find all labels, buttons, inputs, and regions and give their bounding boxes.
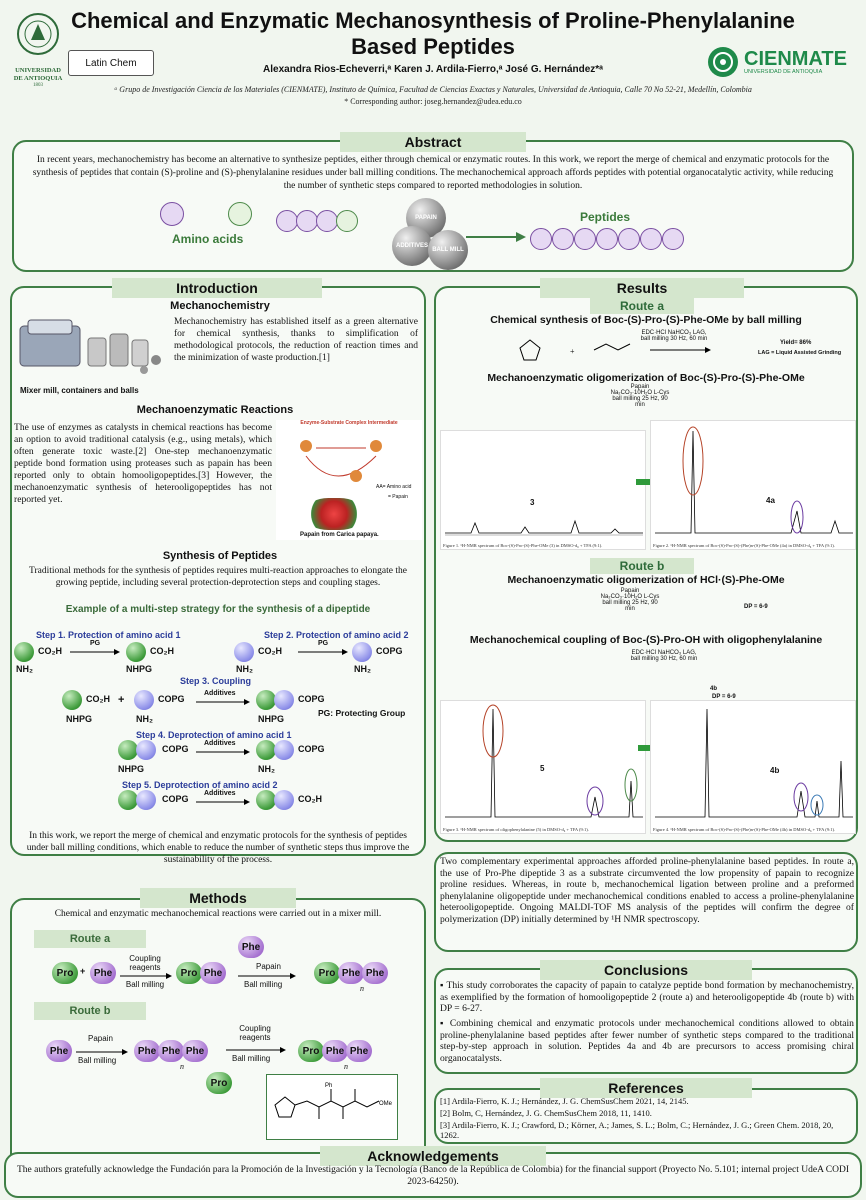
conclusion-item-2: ▪ Combining chemical and enzymatic protocols under mechanochemical conditions allowed to obtain proline-phenylalanine based peptides after fewer number of synthetic steps compared to the traditional step-by-step approach in solution. Peptides 4a and 4b are precursors to access promising chiral organocatalysts. [440, 1018, 854, 1064]
methods-a-dip-phe: Phe [200, 962, 226, 984]
authors: Alexandra Rios-Echeverri,ᵃ Karen J. Ardila-Fierro,ᵃ José G. Hernández*ᵃ [263, 64, 603, 75]
conclusions-heading: Conclusions [540, 960, 752, 980]
methods-a-phe: Phe [90, 962, 116, 984]
results-heading: Results [540, 278, 744, 298]
deprot1-sphere1 [118, 740, 138, 760]
dipeptide-pp-sphere1 [256, 690, 276, 710]
methods-a-prod-phe2: Phe [362, 962, 388, 984]
aa2p-nh2: NH₂ [354, 664, 371, 674]
coupling-aa1-nhpg: NHPG [66, 714, 93, 724]
step3-reagent: Additives [204, 690, 236, 697]
fig1-caption: Figure 1. ¹H-NMR spectrum of Boc-(S)-Pro-(S)-Phe-OMe (3) in DMSO-d₆ + TFA (9:1). [443, 543, 603, 548]
coupling-aa1-sphere [62, 690, 82, 710]
step-1: Step 1. Protection of amino acid 1 [36, 630, 181, 640]
deprot2-prod-sphere1 [256, 790, 276, 810]
bullet-icon: ▪ [440, 1018, 450, 1029]
cienmate-globe-icon [706, 45, 740, 79]
papain-structure-image [306, 498, 362, 530]
label-5: 5 [540, 764, 545, 773]
methods-a-arrow1-icon [120, 972, 172, 980]
methods-a-prod-phe1: Phe [338, 962, 364, 984]
label-4b-top: 4b [710, 686, 718, 692]
methods-a-n: n [360, 984, 364, 993]
fig4-caption: Figure 4. ¹H-NMR spectrum of Boc-(S)-Pro-(S)-(Phe)n-(S)-Phe-OMe (4b) in DMSO-d₆ + TFA (9:1). [653, 827, 836, 832]
chem-synth-title: Chemical synthesis of Boc-(S)-Pro-(S)-Phe-OMe by ball milling [490, 314, 802, 326]
mechanoenz-title-a: Mechanoenzymatic oligomerization of Boc-(S)-Pro-(S)-Phe-OMe [487, 372, 805, 384]
lag-note: LAG = Liquid Assisted Grinding [758, 350, 842, 356]
coupling-aa2-sphere [134, 690, 154, 710]
aa2-protected-sphere [352, 642, 372, 662]
methods-b-prod-phe2: Phe [346, 1040, 372, 1062]
methods-b-n: n [180, 1062, 184, 1071]
aa1-co2h: CO₂H [38, 646, 62, 656]
step4-arrow-icon [196, 748, 250, 756]
svg-text:+: + [570, 347, 575, 356]
methods-b-arrow2-icon [226, 1046, 286, 1054]
chem-conditions: EDC·HCl NaHCO₃ LAG, ball milling 30 Hz, 60 min [640, 330, 708, 342]
label-4a: 4a [766, 496, 775, 505]
methods-text: Chemical and enzymatic mechanochemical reactions were carried out in a mixer mill. [54, 909, 382, 919]
references-heading: References [540, 1078, 752, 1098]
deprot1-prod-nh2: NH₂ [258, 764, 275, 774]
methods-b-ball-milling2: Ball milling [232, 1054, 271, 1063]
aa1p-co2h: CO₂H [150, 646, 174, 656]
cienmate-name: CIENMATE [744, 48, 847, 70]
reference-1: [1] Ardila-Fierro, K. J.; Hernández, J. G. ChemSusChem 2021, 14, 2145. [440, 1096, 689, 1106]
dipeptide-pp-sphere2 [274, 690, 294, 710]
mechanochem-text: Mechanochemistry has established itself as a green alternative for chemical synthesis, thanks to simplification of methodological protocols, the reduction of reaction times and the minimization of waste production.[1] [174, 317, 418, 363]
reference-2: [2] Bolm, C, Hernández, J. G. ChemSusChem 2018, 11, 1410. [440, 1108, 652, 1118]
methods-b-ball-milling1: Ball milling [78, 1056, 117, 1065]
correspondence: * Corresponding author: joseg.hernandez@udea.edu.co [344, 97, 522, 106]
step-4: Step 4. Deprotection of amino acid 1 [136, 730, 292, 740]
bullet-icon: ▪ [440, 980, 447, 991]
methods-b-arrow1-icon [76, 1048, 128, 1056]
methods-a-arrow2-icon [238, 972, 296, 980]
poster-title: Chemical and Enzymatic Mechanosynthesis of Proline-Phenylalanine Based Peptides [71, 8, 795, 59]
step2-reagent: PG [318, 640, 329, 647]
dp-b2: DP = 6-9 [712, 694, 736, 700]
mechanoenz-title-b: Mechanoenzymatic oligomerization of HCl·(S)-Phe-OMe [507, 574, 785, 586]
acknowledgements-heading: Acknowledgements [320, 1146, 546, 1166]
deprot1-nhpg: NHPG [118, 764, 145, 774]
aa1-protected-sphere [126, 642, 146, 662]
step5-arrow-icon [196, 798, 250, 806]
abstract-heading: Abstract [340, 132, 526, 152]
methods-b-phe: Phe [46, 1040, 72, 1062]
methods-b-olig-phe2: Phe [158, 1040, 184, 1062]
udea-crest-icon [16, 10, 60, 62]
ball-mill: BALL MILL [428, 230, 468, 270]
nmr-spectrum-2 [650, 420, 856, 550]
methods-heading: Methods [140, 888, 296, 908]
results-route-b-label: Route b [590, 558, 694, 574]
aa1-nh2: NH₂ [16, 664, 33, 674]
methods-b-olig-phe1: Phe [134, 1040, 160, 1062]
enzyme-legend-papain: = Papain [388, 494, 408, 500]
methods-route-b-label: Route b [34, 1002, 146, 1020]
pg-note: PG: Protecting Group [318, 708, 406, 718]
methods-a-coupling-reagents: Coupling reagents [129, 954, 161, 972]
step-3: Step 3. Coupling [180, 676, 251, 686]
results-discussion: Two complementary experimental approaches afforded proline-phenylalanine based peptides. In route a, the use of Pro-Phe dipeptide 3 as a substrate circumvented the low propensity of papain to recognize proline residues. Whereas, in route b, mechanochemical ligation between proline and a preformed phenylalanine oligopeptide under mechanochemical conditions enabled to access a proline-phenylalanine heterooligopeptide. Ongoing MALDI-TOF MS analysis of the peptides will confirm the degree of polymerization (DP) initially determined by ¹H NMR spectroscopy. [440, 856, 854, 925]
svg-text:OMe: OMe [379, 1101, 393, 1107]
label-4b: 4b [770, 766, 780, 775]
abstract-arrow-icon [466, 230, 526, 244]
mechanochem-title: Mechanochemistry [170, 300, 270, 312]
synthesis-title: Synthesis of Peptides [162, 550, 278, 562]
enzyme-scheme [276, 420, 422, 540]
fig3-caption: Figure 3. ¹H-NMR spectrum of oligophenylalanine (5) in DMSO-d₆ + TFA (9:1). [443, 827, 589, 832]
cienmate-logo [706, 42, 856, 82]
svg-text:Ph: Ph [325, 1083, 333, 1089]
enzymatic-text: The use of enzymes as catalysts in chemical reactions has become an option to avoid traditional catalysis (e.g., using metals), which often generate toxic waste.[2] One-step mechanoenzymatic peptide bond formation using proteases such as papain has been reported only to obtain homooligopeptides.[3] However, the mechanoenzymatic synthesis of heterooligopeptides has not reported yet. [14, 422, 272, 505]
papain-conditions-b: Papain Na₂CO₃·10H₂O L-Cys ball milling 25 Hz, 90 min [600, 588, 660, 612]
fig2-caption: Figure 2. ¹H-NMR spectrum of Boc-(S)-Pro-(S)-(Phe)n-(S)-Phe-OMe (4a) in DMSO-d₆ + TFA (9:1). [653, 543, 835, 548]
deprot1-copg: COPG [162, 744, 189, 754]
methods-a-ball-milling1: Ball milling [125, 980, 165, 989]
step3-arrow-icon [196, 698, 250, 706]
aa2-co2h: CO₂H [258, 646, 282, 656]
methods-b-pro-reagent: Pro [206, 1072, 232, 1094]
deprot1-prod-sphere2 [274, 740, 294, 760]
amino-acid-green [228, 202, 252, 226]
amino-acid-purple [160, 202, 184, 226]
methods-b-prod-n: n [344, 1062, 348, 1071]
aa2-sphere [234, 642, 254, 662]
methods-b-coupling-reagents: Coupling reagents [239, 1024, 271, 1042]
methods-structure-box [266, 1074, 398, 1140]
dp-b: DP = 6-9 [744, 604, 768, 610]
affiliation: ᵃ Grupo de Investigación Ciencia de los Materiales (CIENMATE), Instituto de Química, Facultad de Ciencias Exactas y Naturales, Universidad de Antioquia, Calle 70 No 52-21, Medellín, Colombia * Corresponding author: joseg.hernandez@udea.edu.co [20, 84, 846, 108]
example-title: Example of a multi-step strategy for the synthesis of a dipeptide [65, 604, 371, 615]
aa1p-nhpg: NHPG [126, 664, 153, 674]
coupling-title: Mechanochemical coupling of Boc-(S)-Pro-OH with oligophenylalanine [469, 634, 823, 646]
methods-a-prod-pro: Pro [314, 962, 340, 984]
dipeptide-pp-copg: COPG [298, 694, 325, 704]
deprot2-copg: COPG [162, 794, 189, 804]
step1-arrow-icon [70, 648, 120, 656]
methods-a-dip-pro: Pro [176, 962, 202, 984]
methods-a-papain: Papain [256, 962, 281, 971]
deprot2-sphere2 [136, 790, 156, 810]
methods-a-plus: + [80, 966, 86, 976]
papain-conditions-a: Papain Na₂CO₃·10H₂O L-Cys ball milling 25 Hz, 90 min [610, 384, 670, 408]
aa2-nh2: NH₂ [236, 664, 253, 674]
methods-a-ball-milling2: Ball milling [244, 980, 283, 989]
dipeptide-pp-nhpg: NHPG [258, 714, 285, 724]
label-3: 3 [530, 498, 535, 507]
coupling-aa1-co2h: CO₂H [86, 694, 110, 704]
methods-a-phe-extra: Phe [238, 936, 264, 958]
methods-route-a-label: Route a [34, 930, 146, 948]
step-5: Step 5. Deprotection of amino acid 2 [122, 780, 278, 790]
methods-b-prod-phe1: Phe [322, 1040, 348, 1062]
deprot2-sphere1 [118, 790, 138, 810]
step1-reagent: PG [90, 640, 101, 647]
deprot1-prod-copg: COPG [298, 744, 325, 754]
step5-reagent: Additives [204, 790, 236, 797]
aa1-sphere [14, 642, 34, 662]
step4-reagent: Additives [204, 740, 236, 747]
udea-year: 1803 [33, 83, 43, 88]
deprot1-prod-sphere1 [256, 740, 276, 760]
coupling-aa2-copg: COPG [158, 694, 185, 704]
aa2p-copg: COPG [376, 646, 403, 656]
step2-arrow-icon [298, 648, 348, 656]
ball-additives: ADDITIVES [392, 226, 432, 266]
methods-a-pro: Pro [52, 962, 78, 984]
enzyme-legend-aa: AA= Amino acid [376, 484, 412, 490]
mixer-mill-image [18, 316, 168, 378]
methods-b-olig-phe3: Phe [182, 1040, 208, 1062]
results-route-a-label: Route a [590, 298, 694, 314]
peptides-label: Peptides [580, 210, 631, 224]
enzyme-scheme-title: Enzyme-Substrate Complex Intermediate [300, 420, 398, 426]
udea-name: UNIVERSIDAD DE ANTIOQUIA [13, 67, 63, 82]
cienmate-sub: UNIVERSIDAD DE ANTIOQUIA [744, 69, 823, 75]
methods-b-papain: Papain [88, 1034, 113, 1043]
reference-3: [3] Ardila-Fierro, K. J.; Crawford, D.; Körner, A.; James, S. L.; Bolm, C.; Hernández, J. G.; Green Chem. 2018, 20, 1262. [440, 1120, 834, 1140]
methods-b-prod-pro: Pro [298, 1040, 324, 1062]
yield-label: Yield= 86% [780, 340, 812, 346]
step-2: Step 2. Protection of amino acid 2 [264, 630, 409, 640]
abstract-text: In recent years, mechanochemistry has become an alternative to synthesize peptides, either through chemical or enzymatic routes. In this work, we report the merge of chemical and enzymatic protocols for the synthesis of peptides that contain (S)-proline and (S)-phenylalanine residues under ball milling conditions. The mechanochemical approach affords peptides with potential organocatalytic activity, while reducing the number of synthetic steps compared to reported methodologies in solution. [32, 155, 834, 191]
papain-caption: Papain from Carica papaya. [300, 532, 379, 538]
mixer-caption: Mixer mill, containers and balls [20, 386, 139, 395]
deprot1-sphere2 [136, 740, 156, 760]
acknowledgements-text: The authors gratefully acknowledge the Fundación para la Promoción de la Investigación y la Tecnología (Banco de la República de Colombia) for the financial support (Proyecto No. 5.101; internal project UdeA CODI 2023-64250). [16, 1165, 849, 1187]
ball-papain: PAPAIN [406, 198, 446, 238]
nmr-spectrum-4 [650, 700, 856, 834]
latinchem-logo: Latin Chem [68, 50, 154, 76]
deprot2-prod-co2h: CO₂H [298, 794, 322, 804]
introduction-heading: Introduction [112, 278, 322, 298]
synthesis-text: Traditional methods for the synthesis of peptides requires multi-reaction approaches to elongate the growing peptide, including several protection-deprotection steps and coupling stages. [29, 566, 407, 588]
intro-closing-text: In this work, we report the merge of chemical and enzymatic protocols for the synthesis of peptides under ball milling conditions, which enable to reduce the number of synthetic steps thus improve the sustainability of the process. [26, 831, 410, 865]
coupling-plus: + [118, 694, 125, 706]
amino-acids-label: Amino acids [172, 232, 244, 246]
deprot2-prod-sphere2 [274, 790, 294, 810]
coupling-conditions: EDC·HCl NaHCO₃ LAG, ball milling 30 Hz, 60 min [630, 650, 698, 662]
coupling-aa2-nh2: NH₂ [136, 714, 153, 724]
enzymatic-title: Mechanoenzymatic Reactions [136, 404, 294, 416]
nmr-spectrum-1 [440, 430, 646, 550]
conclusion-item-1: ▪ This study corroborates the capacity of papain to catalyze peptide bond formation by mechanochemistry, as exemplified by the formation of homooligopeptide 2 (route a) and heterooligopeptide 4b (route b) with DP = 6-27. [440, 980, 854, 1015]
